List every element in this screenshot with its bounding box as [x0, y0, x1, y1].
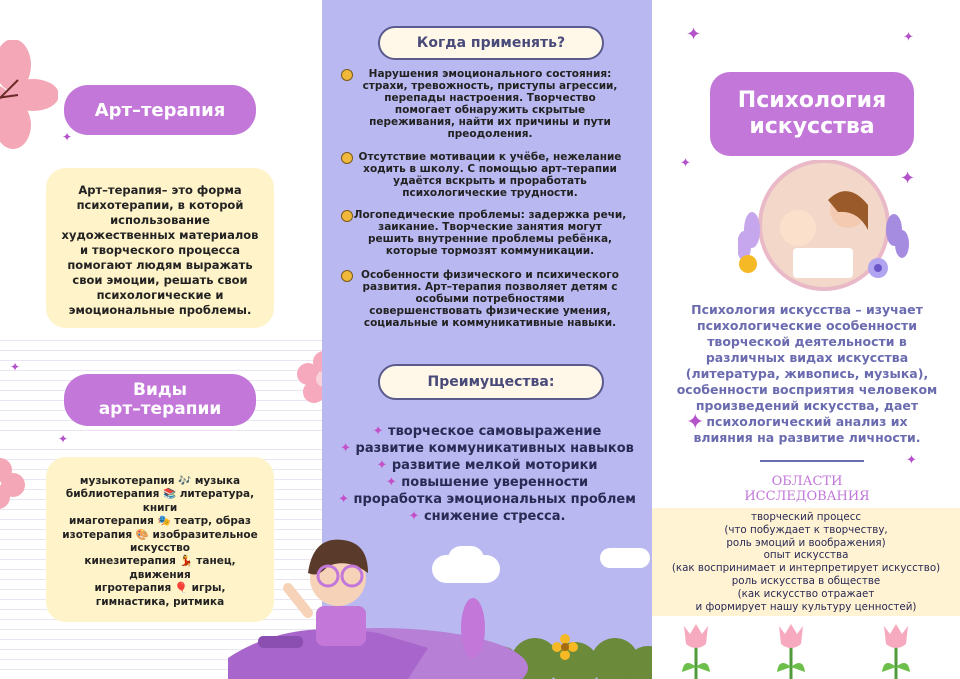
type-line: библиотерапия 📚 литература,: [65, 488, 255, 501]
definition-line: помогают людям выражать: [67, 258, 253, 272]
bullet-icon: [341, 210, 353, 222]
sparkle-icon: ✦: [906, 453, 917, 468]
when-item: Логопедические проблемы: задержка речи, заикание. Творческие занятия могут решить внутренние проблемы ребёнка, которые тормозят коммуникации.: [336, 209, 644, 257]
sparkle-icon: ✦: [58, 432, 69, 446]
bullet-icon: [341, 69, 353, 81]
type-line: движения: [129, 568, 191, 581]
type-line: кинезитерапия 💃 танец,: [84, 555, 236, 568]
advantage-item: ✦ развитие мелкой моторики: [376, 458, 598, 473]
sparkle-icon: ✦: [10, 360, 21, 374]
definition-line: Арт–терапия– это форма: [78, 183, 242, 197]
advantage-item: ✦ развитие коммуникативных навыков: [340, 441, 634, 456]
sparkle-icon: ✦: [686, 24, 702, 45]
cloud-icon: [600, 548, 650, 568]
sparkle-icon: ✦: [408, 509, 424, 524]
definition-line: и творческого процесса: [79, 243, 241, 257]
sparkle-icon: ✦: [340, 441, 356, 456]
sparkle-icon: ✦: [62, 130, 73, 144]
advantages-title: Преимущества:: [378, 364, 604, 400]
sparkle-icon: ✦: [900, 168, 916, 189]
definition-line: психотерапии, в которой: [76, 198, 244, 212]
type-line: музыкотерапия 🎶 музыка: [79, 475, 241, 487]
definition-line: эмоциональные проблемы.: [68, 303, 252, 317]
psychology-title: Психология искусства: [710, 72, 914, 156]
type-line: книги: [142, 501, 178, 514]
tulips-icon: [676, 622, 946, 679]
advantage-item: ✦ снижение стресса.: [408, 509, 566, 524]
definition-box: [46, 168, 274, 328]
type-line: имаготерапия 🎭 театр, образ: [68, 515, 252, 528]
when-item: Особенности физического и психического развития. Арт–терапия позволяет детям с особыми потребностями совершенствовать физические умения, социальные и коммуникативные навыки.: [336, 269, 644, 329]
sparkle-icon: ✦: [385, 475, 402, 490]
sparkle-icon: ✦: [338, 492, 354, 507]
type-line: игротерапия 🎈 игры,: [94, 582, 226, 595]
definition-line: использование: [110, 213, 210, 227]
when-item: Нарушения эмоционального состояния: страхи, тревожность, приступы агрессии, перепады настроения. Творчество помогает обнаружить скрытые переживания, найти их причины и пути преодоления.: [336, 68, 644, 140]
sparkle-icon: ✦: [376, 458, 392, 473]
type-line: изотерапия 🎨 изобразительное: [62, 528, 258, 541]
types-title: Виды арт–терапии: [64, 374, 256, 426]
sparkle-icon: ✦: [903, 30, 914, 45]
pink-flower-icon: [0, 455, 28, 515]
definition-line: психологические и: [96, 288, 224, 302]
when-item: Отсутствие мотивации к учёбе, нежелание ходить в школу. С помощью арт–терапии удаётся вскрыть и проработать психологические трудности.: [336, 151, 644, 199]
bullet-icon: [341, 270, 353, 282]
sparkle-icon: ✦: [680, 156, 691, 171]
advantage-item: ✦ проработка эмоциональных проблем: [338, 492, 636, 507]
art-therapy-title: Арт–терапия: [64, 85, 256, 135]
areas-title: ОБЛАСТИ ИССЛЕДОВАНИЯ: [744, 474, 870, 504]
daisy-icon: [552, 634, 578, 660]
when-title: Когда применять?: [378, 26, 604, 60]
advantage-item: ✦ творческое самовыражение: [372, 424, 602, 439]
boy-airplane-illustration: [228, 518, 528, 679]
type-line: гимнастика, ритмика: [95, 595, 225, 608]
type-line: искусство: [130, 542, 190, 555]
divider: [760, 460, 864, 462]
definition-line: свои эмоции, решать свои: [72, 273, 248, 287]
definition-line: художественных материалов: [61, 228, 259, 242]
advantage-item: ✦ повышение уверенности: [385, 475, 589, 490]
advantages-list: [322, 423, 652, 525]
psychology-description: Психология искусства – изучает психологические особенности творческой деятельности в различных видах искусства (литература, живопись, музыка), особенности восприятия человеком произведений искусства, дает психологический анализ их влияния на развитие личности.: [676, 302, 938, 445]
mother-child-photo: [738, 160, 910, 300]
areas-list: творческий процесс (что побуждает к творчеству, роль эмоций и воображения) опыт искусства (как воспринимает и интерпретирует искусство) роль искусства в обществе (как искусство отражает и формирует нашу культуру ценностей): [671, 511, 941, 613]
sparkle-icon: ✦: [372, 424, 389, 439]
pink-flower-icon: [0, 40, 58, 150]
bullet-icon: [341, 152, 353, 164]
sparkle-icon: ✦: [686, 410, 705, 435]
